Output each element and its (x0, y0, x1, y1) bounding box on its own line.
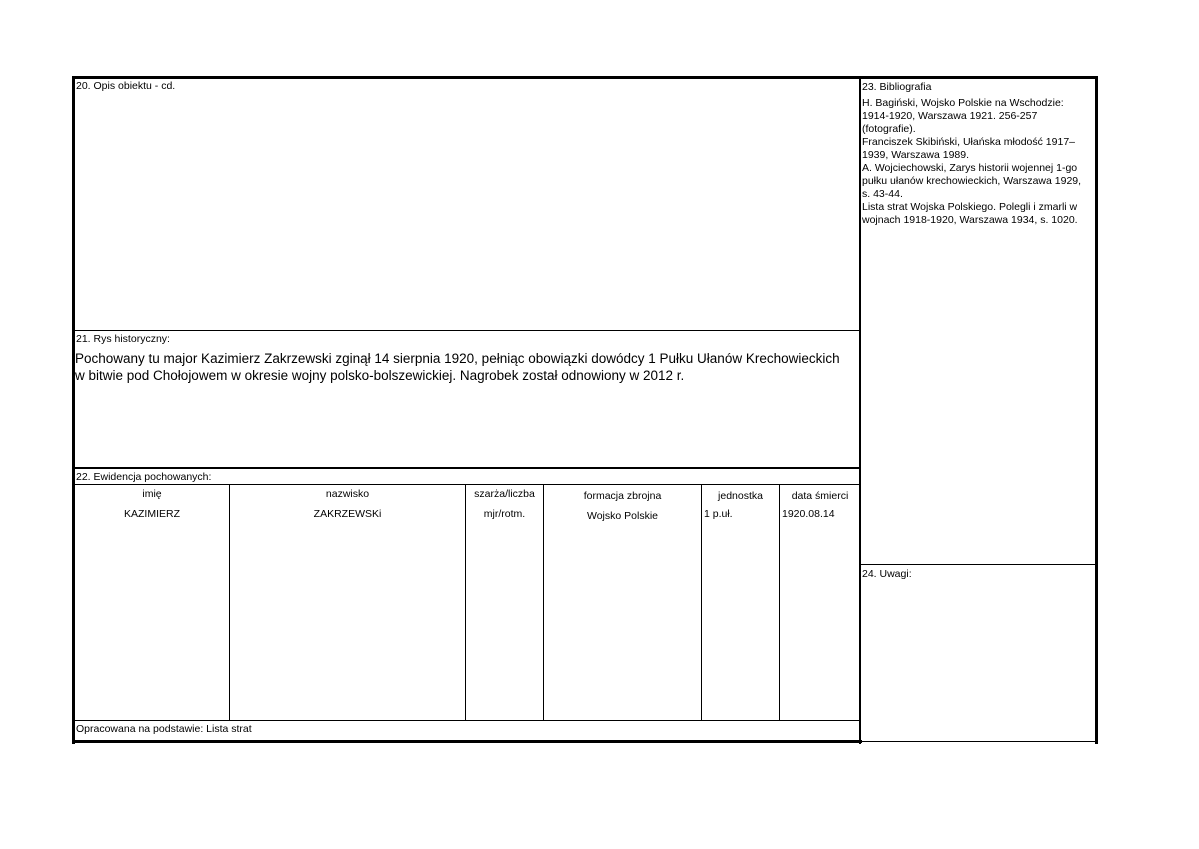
divider-opis-rys (72, 330, 860, 331)
table-cell-data-smierci: 1920.08.14 (782, 508, 835, 520)
column-header-jednostka: jednostka (718, 490, 763, 502)
rys-historical-text: Pochowany tu major Kazimierz Zakrzewski zginął 14 sierpnia 1920, pełniąc obowiązki dowódcy 1 Pułku Ułanów Krechowieckich w bitwie pod Chołojowem w okresie wojny polsko-bolszewickiej. Nagrobek został odnowiony w 2012 r. (75, 351, 840, 383)
column-header-imie: imię (142, 488, 162, 500)
table-cell-jednostka: 1 p.uł. (704, 508, 733, 520)
rys-section-label: 21. Rys historyczny: (76, 333, 170, 345)
uwagi-section-label: 24. Uwagi: (862, 568, 912, 580)
column-header-data-smierci: data śmierci (791, 490, 849, 502)
bibliografia-section-label: 23. Bibliografia (862, 81, 932, 93)
frame-top-border (72, 76, 1098, 79)
table-column-line (701, 484, 702, 721)
bibliografia-list (862, 97, 1092, 227)
column-header-formacja: formacja zbrojna (583, 490, 662, 502)
divider-bibliografia-uwagi (860, 564, 1098, 565)
table-cell-formacja: Wojsko Polskie (587, 510, 658, 522)
opis-section-label: 20. Opis obiektu - cd. (76, 80, 176, 92)
frame-bottom-border-right (860, 741, 1098, 742)
table-column-line (779, 484, 780, 721)
frame-bottom-border-left (72, 740, 862, 743)
table-cell-nazwisko: ZAKRZEWSKi (313, 508, 382, 520)
ewidencja-section-label: 22. Ewidencja pochowanych: (76, 471, 212, 483)
divider-rys-ewidencja (72, 467, 860, 469)
column-divider (859, 76, 861, 744)
table-cell-imie: KAZIMIERZ (123, 508, 180, 520)
table-cell-szarza: mjr/rotm. (483, 508, 526, 520)
heritage-record-form (72, 76, 1098, 744)
bibliografia-entry: Lista strat Wojska Polskiego. Polegli i zmarli w wojnach 1918-1920, Warszawa 1934, s. 1020. (862, 201, 1078, 226)
bibliografia-entry: Franciszek Skibiński, Ułańska młodość 1917–1939, Warszawa 1989. (862, 136, 1076, 161)
bibliografia-entry: A. Wojciechowski, Zarys historii wojennej 1-go pułku ułanów krechowieckich, Warszawa 1929, s. 43-44. (862, 162, 1082, 200)
bibliografia-entry: H. Bagiński, Wojsko Polskie na Wschodzie: 1914-1920, Warszawa 1921. 256-257 (fotografie). (862, 97, 1064, 135)
column-header-szarza: szarża/liczba (474, 488, 535, 500)
divider-table-source (72, 720, 860, 721)
ewidencja-source-note: Opracowana na podstawie: Lista strat (76, 723, 252, 735)
frame-right-border (1095, 76, 1098, 744)
frame-left-border (72, 76, 75, 744)
divider-ewidencja-table (72, 484, 860, 485)
column-header-nazwisko: nazwisko (325, 488, 370, 500)
